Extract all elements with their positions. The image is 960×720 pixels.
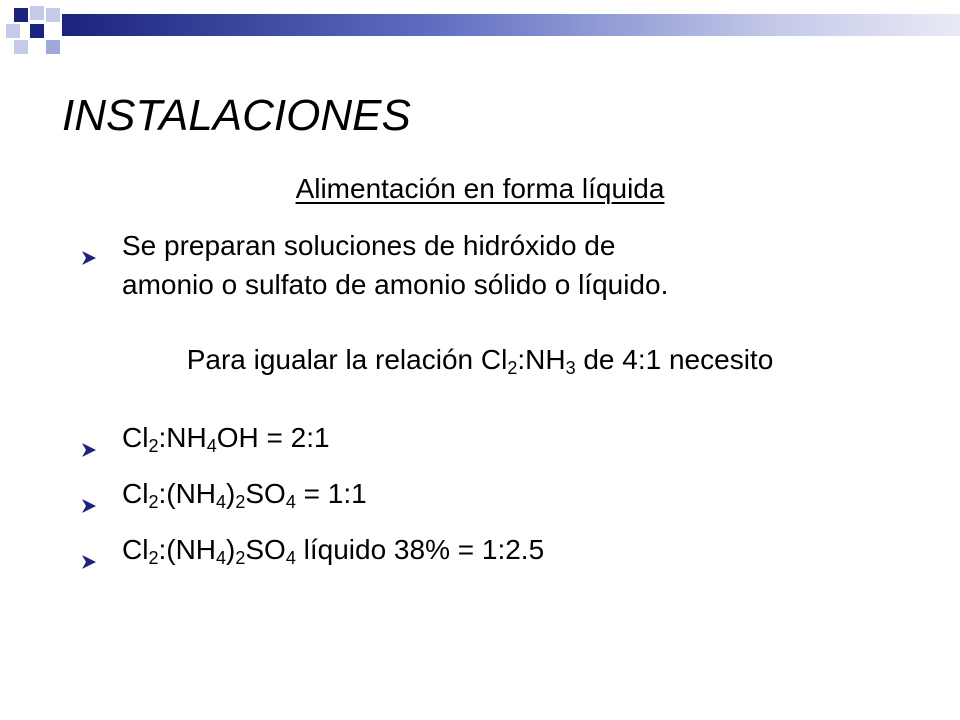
text-run: :(NH [158, 534, 217, 565]
subscript: 3 [565, 358, 576, 378]
text-run: :(NH [158, 478, 217, 509]
bullet-text [122, 226, 668, 304]
header-square-light [46, 8, 60, 22]
text-run: OH = 2:1 [216, 422, 330, 453]
text-run: de 4:1 necesito [575, 344, 774, 375]
slide-subtitle [0, 172, 960, 206]
bullet-line: Se preparan soluciones de hidróxido de [122, 230, 616, 261]
arrow-bullet-icon [82, 530, 122, 579]
subscript: 2 [148, 548, 159, 568]
header-square-dark [14, 8, 28, 22]
subscript: 2 [507, 358, 518, 378]
bullet-item [82, 226, 668, 304]
subscript: 4 [216, 492, 227, 512]
text-run: :NH [517, 344, 566, 375]
arrow-bullet-icon [82, 418, 122, 467]
subscript: 2 [148, 492, 159, 512]
subscript: 4 [285, 492, 296, 512]
header-square-light [30, 6, 44, 20]
subscript: 4 [216, 548, 227, 568]
subscript: 2 [235, 548, 246, 568]
header-decoration [0, 0, 960, 60]
header-gradient-bar [62, 14, 960, 36]
subtitle-text: Alimentación en forma líquida [295, 173, 665, 204]
text-run: Cl [122, 478, 149, 509]
subscript: 4 [285, 548, 296, 568]
subscript: 4 [206, 436, 217, 456]
text-run: ) [226, 478, 236, 509]
header-square-dark [46, 40, 60, 54]
header-square-light [6, 24, 20, 38]
ratio-bullet-item [82, 418, 330, 467]
bullet-line: amonio o sulfato de amonio sólido o líquido. [122, 269, 669, 301]
arrow-bullet-icon [82, 474, 122, 523]
text-run: Cl [122, 534, 149, 565]
text-run: :NH [158, 422, 207, 453]
ratio-text [122, 530, 544, 579]
subscript: 2 [148, 436, 159, 456]
ratio-bullet-item [82, 474, 367, 523]
text-run: Cl [122, 422, 149, 453]
text-run: líquido 38% = 1:2.5 [295, 534, 545, 565]
arrow-bullet-icon [82, 226, 122, 304]
text-run: SO [245, 534, 286, 565]
ratio-intro-text [0, 340, 960, 379]
text-run: Para igualar la relación Cl [186, 344, 508, 375]
header-square-dark [30, 24, 44, 38]
text-run: ) [226, 534, 236, 565]
slide-title: INSTALACIONES [62, 91, 411, 140]
subscript: 2 [235, 492, 246, 512]
ratio-text [122, 474, 367, 523]
text-run: SO [245, 478, 286, 509]
header-square-light [14, 40, 28, 54]
ratio-text [122, 418, 330, 467]
text-run: = 1:1 [295, 478, 367, 509]
ratio-bullet-item [82, 530, 544, 579]
